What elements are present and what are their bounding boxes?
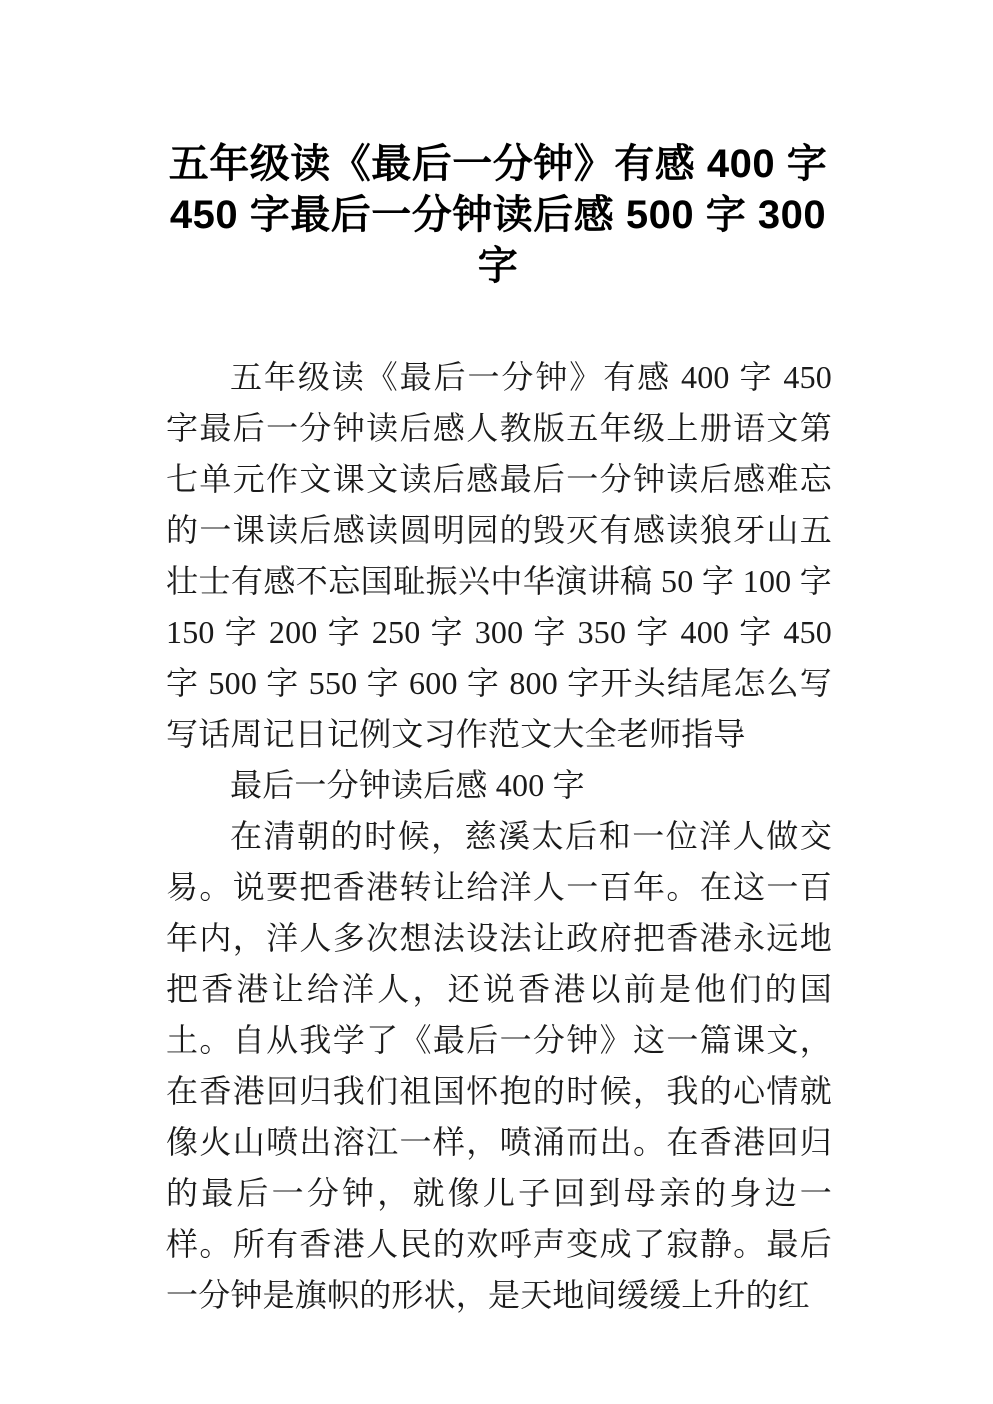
paragraph: 最后一分钟读后感 400 字 (230, 767, 585, 803)
paragraph: 在清朝的时候，慈溪太后和一位洋人做交易。说要把香港转让给洋人一百年。在这一百年内，洋人多次想法设法让政府把香港永远地把香港让给洋人，还说香港以前是他们的国土。自从我学了《最后一分钟》这一篇课文，在香港回归我们祖国怀抱的时候，我的心情就像火山喷出溶江一样，喷涌而出。在香港回归的最后一分钟，就像儿子回到母亲的身边一样。所有香港人民的欢呼声变成了寂静。最后一分钟是旗帜的形状，是天地间缓缓上升的红 (166, 818, 832, 1313)
paragraph: 五年级读《最后一分钟》有感 400 字 450 字最后一分钟读后感人教版五年级上册语文第七单元作文课文读后感最后一分钟读后感难忘的一课读后感读圆明园的毁灭有感读狼牙山五壮士有感不忘国耻振兴中华演讲稿 50 字 100 字 150 字 200 字 250 字 300 字 350 字 400 字 450 字 500 字 550 字 600 字 800 字开头结尾怎么写写话周记日记例文习作范文大全老师指导 (166, 359, 832, 752)
document-body (166, 352, 832, 1321)
page-title: 五年级读《最后一分钟》有感 400 字 450 字最后一分钟读后感 500 字 300 字 (168, 141, 839, 288)
